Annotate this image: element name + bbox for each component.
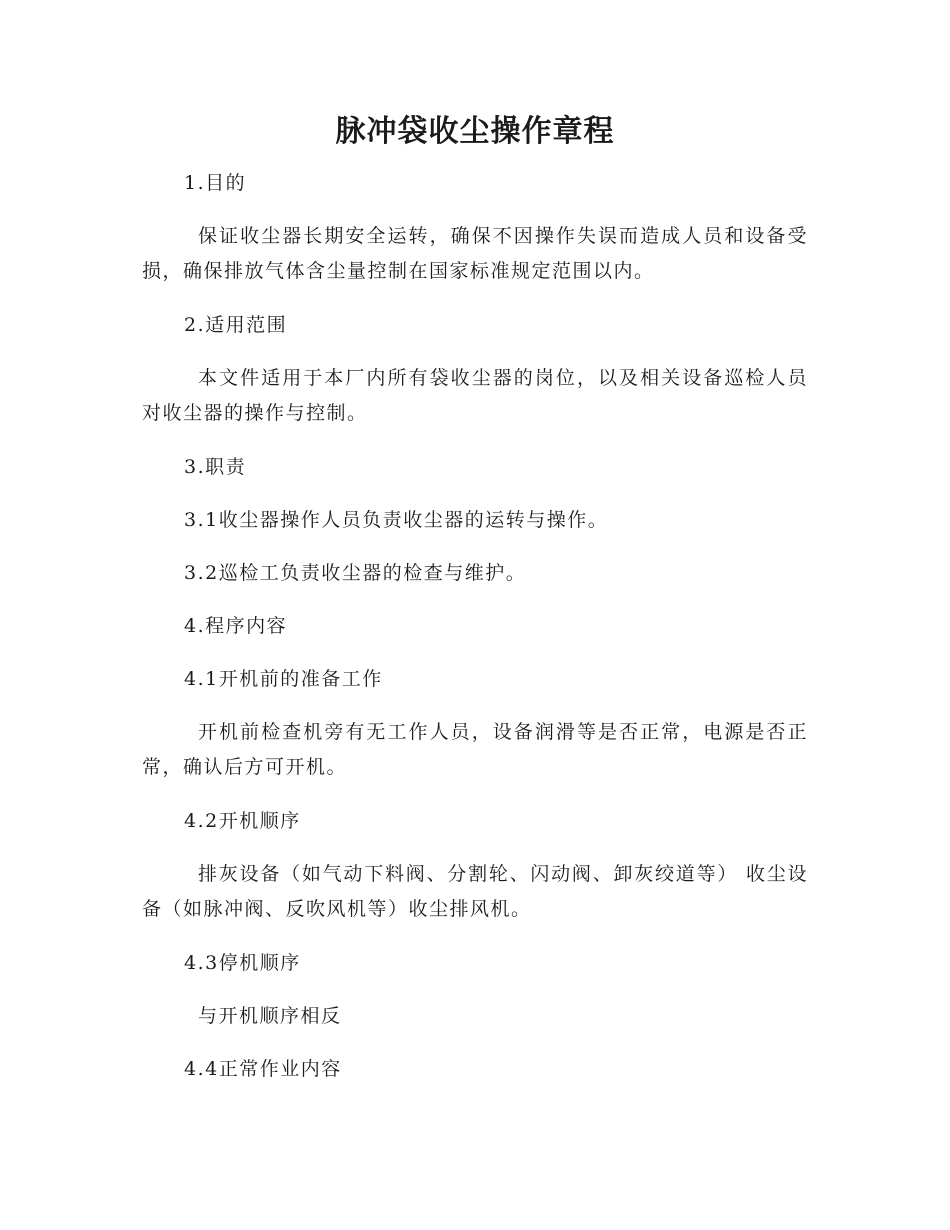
subsection-heading-4-4: 4.4正常作业内容 [184, 1058, 342, 1080]
subsection-heading-4-2: 4.2开机顺序 [184, 810, 301, 832]
document-body [142, 166, 808, 1105]
item-3-2: 3.2巡检工负责收尘器的检查与维护。 [184, 562, 527, 584]
paragraph-scope: 本文件适用于本厂内所有袋收尘器的岗位，以及相关设备巡检人员对收尘器的操作与控制。 [142, 367, 808, 424]
subsection-heading-4-3: 4.3停机顺序 [184, 952, 301, 974]
subsection-heading-4-1: 4.1开机前的准备工作 [184, 668, 383, 690]
section-heading-procedure: 4.程序内容 [184, 615, 288, 637]
section-heading-scope: 2.适用范围 [184, 314, 288, 336]
paragraph-startup-order: 排灰设备（如气动下料阀、分割轮、闪动阀、卸灰绞道等） 收尘设备（如脉冲阀、反吹风机等）收尘排风机。 [142, 863, 808, 920]
paragraph-preparation: 开机前检查机旁有无工作人员，设备润滑等是否正常，电源是否正常，确认后方可开机。 [142, 721, 808, 778]
document-title: 脉冲袋收尘操作章程 [335, 114, 615, 149]
paragraph-purpose: 保证收尘器长期安全运转，确保不因操作失误而造成人员和设备受损，确保排放气体含尘量控制在国家标准规定范围以内。 [142, 225, 808, 282]
section-heading-purpose: 1.目的 [184, 172, 247, 194]
section-heading-responsibilities: 3.职责 [184, 456, 247, 478]
paragraph-shutdown-order: 与开机顺序相反 [198, 1005, 342, 1027]
item-3-1: 3.1收尘器操作人员负责收尘器的运转与操作。 [184, 509, 609, 531]
